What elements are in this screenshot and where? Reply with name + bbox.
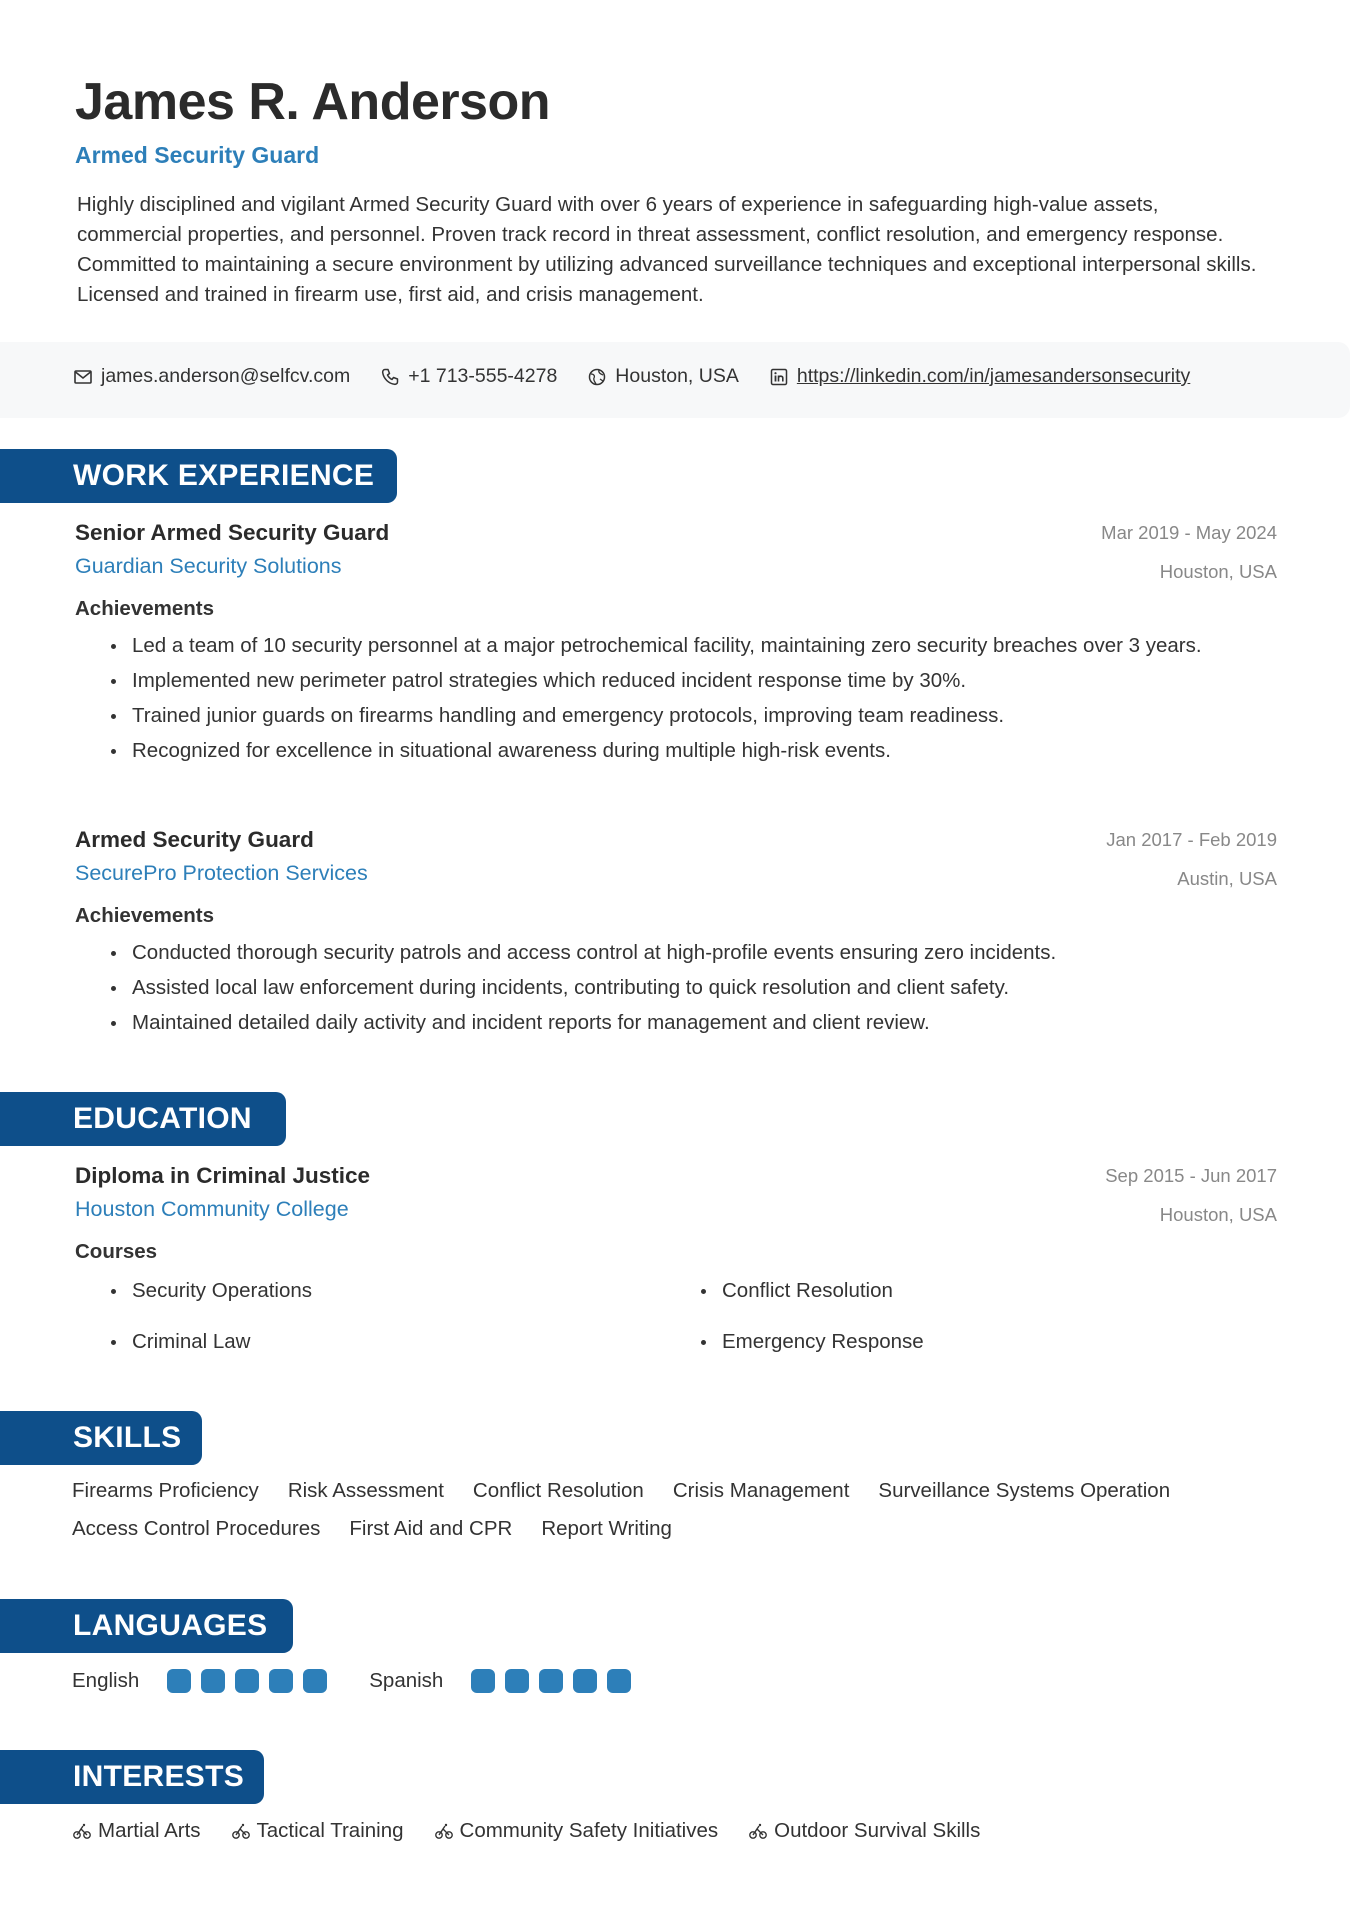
list-item: Assisted local law enforcement during incidents, contributing to quick resolution and client safety.	[75, 973, 1277, 1003]
skill-item: First Aid and CPR	[349, 1517, 513, 1540]
school: Houston Community College	[75, 1197, 349, 1221]
courses-list	[75, 1276, 1277, 1357]
section-skills: SKILLS	[0, 1411, 202, 1465]
employer: Guardian Security Solutions	[75, 554, 342, 578]
bicycle-icon	[231, 1821, 251, 1841]
phone-text: +1 713-555-4278	[408, 365, 558, 387]
email-text: james.anderson@selfcv.com	[101, 365, 351, 387]
achievements-list	[75, 938, 1277, 1038]
section-languages: LANGUAGES	[0, 1599, 293, 1653]
skill-item: Conflict Resolution	[472, 1479, 644, 1502]
section-education: EDUCATION	[0, 1092, 286, 1146]
interest-item	[748, 1816, 980, 1846]
level-dot	[471, 1669, 495, 1693]
language-level	[471, 1669, 631, 1693]
interest-label: Outdoor Survival Skills	[774, 1819, 981, 1842]
linkedin-link[interactable]: https://linkedin.com/in/jamesandersonsecurity	[796, 365, 1191, 387]
work-entry	[75, 825, 1277, 1043]
job-dates: Jan 2017 - Feb 2019	[1106, 829, 1277, 850]
languages-list	[72, 1666, 673, 1696]
achievements-heading: Achievements	[75, 904, 215, 927]
job-location: Houston, USA	[1159, 561, 1277, 582]
job-location: Austin, USA	[1177, 868, 1277, 889]
job-position: Senior Armed Security Guard	[75, 520, 390, 545]
level-dot	[505, 1669, 529, 1693]
education-location: Houston, USA	[1159, 1204, 1277, 1225]
degree: Diploma in Criminal Justice	[75, 1163, 371, 1188]
achievements-heading: Achievements	[75, 597, 215, 620]
education-dates: Sep 2015 - Jun 2017	[1105, 1165, 1277, 1186]
level-dot	[539, 1669, 563, 1693]
level-dot	[235, 1669, 259, 1693]
profile-summary: Highly disciplined and vigilant Armed Security Guard with over 6 years of experience in safeguarding high-value assets, commercial properties, and personnel. Proven track record in threat assessment, conflict resolution, and emergency response. Committed to maintaining a secure environment by utilizing advanced surveillance techniques and exceptional interpersonal skills. Licensed and trained in firearm use, first aid, and crisis management.	[77, 193, 1257, 306]
level-dot	[573, 1669, 597, 1693]
mail-icon	[73, 367, 93, 387]
contact-bar	[0, 342, 1350, 418]
language-name: English	[72, 1669, 140, 1692]
job-position: Armed Security Guard	[75, 827, 314, 852]
level-dot	[201, 1669, 225, 1693]
skill-item: Report Writing	[541, 1517, 672, 1540]
interest-label: Community Safety Initiatives	[459, 1819, 719, 1842]
list-item: Conducted thorough security patrols and access control at high-profile events ensuring zero incidents.	[75, 938, 1277, 968]
section-work-experience: WORK EXPERIENCE	[0, 449, 397, 503]
list-item: Implemented new perimeter patrol strategies which reduced incident response time by 30%.	[75, 666, 1277, 696]
resume-header	[75, 72, 1275, 170]
list-item: Recognized for excellence in situational awareness during multiple high-risk events.	[75, 736, 1277, 766]
list-item: Conflict Resolution	[665, 1276, 1255, 1306]
list-item: Trained junior guards on firearms handling and emergency protocols, improving team readiness.	[75, 701, 1277, 731]
linkedin-icon	[769, 367, 789, 387]
globe-icon	[587, 367, 607, 387]
contact-location	[587, 365, 739, 388]
interest-item	[434, 1816, 719, 1846]
language-name: Spanish	[369, 1669, 444, 1692]
phone-icon	[380, 367, 400, 387]
skill-item: Surveillance Systems Operation	[878, 1479, 1171, 1502]
level-dot	[167, 1669, 191, 1693]
achievements-list	[75, 631, 1277, 766]
language-level	[167, 1669, 327, 1693]
employer: SecurePro Protection Services	[75, 861, 368, 885]
interest-item	[231, 1816, 404, 1846]
level-dot	[303, 1669, 327, 1693]
list-item: Maintained detailed daily activity and incident reports for management and client review.	[75, 1008, 1277, 1038]
bicycle-icon	[434, 1821, 454, 1841]
bicycle-icon	[72, 1821, 92, 1841]
job-dates: Mar 2019 - May 2024	[1101, 522, 1277, 543]
education-entry	[75, 1161, 1277, 1357]
list-item: Emergency Response	[665, 1327, 1255, 1357]
skill-item: Risk Assessment	[287, 1479, 444, 1502]
skills-list	[72, 1476, 1292, 1544]
interest-label: Martial Arts	[98, 1819, 201, 1842]
contact-email[interactable]	[73, 365, 350, 388]
language-item	[72, 1666, 327, 1696]
interests-list	[72, 1816, 980, 1846]
courses-heading: Courses	[75, 1240, 158, 1263]
contact-phone[interactable]	[380, 365, 557, 388]
location-text: Houston, USA	[615, 365, 739, 387]
job-title: Armed Security Guard	[75, 142, 320, 168]
list-item: Security Operations	[75, 1276, 665, 1306]
skill-item: Firearms Proficiency	[72, 1479, 259, 1502]
skill-item: Access Control Procedures	[72, 1517, 321, 1540]
work-entry	[75, 518, 1277, 771]
list-item: Led a team of 10 security personnel at a major petrochemical facility, maintaining zero security breaches over 3 years.	[75, 631, 1277, 661]
level-dot	[269, 1669, 293, 1693]
skill-item: Crisis Management	[672, 1479, 850, 1502]
interest-label: Tactical Training	[256, 1819, 404, 1842]
language-item	[369, 1666, 631, 1696]
candidate-name: James R. Anderson	[75, 73, 551, 131]
interest-item	[72, 1816, 201, 1846]
contact-linkedin[interactable]	[769, 365, 1190, 388]
level-dot	[607, 1669, 631, 1693]
section-interests: INTERESTS	[0, 1750, 264, 1804]
bicycle-icon	[748, 1821, 768, 1841]
list-item: Criminal Law	[75, 1327, 665, 1357]
